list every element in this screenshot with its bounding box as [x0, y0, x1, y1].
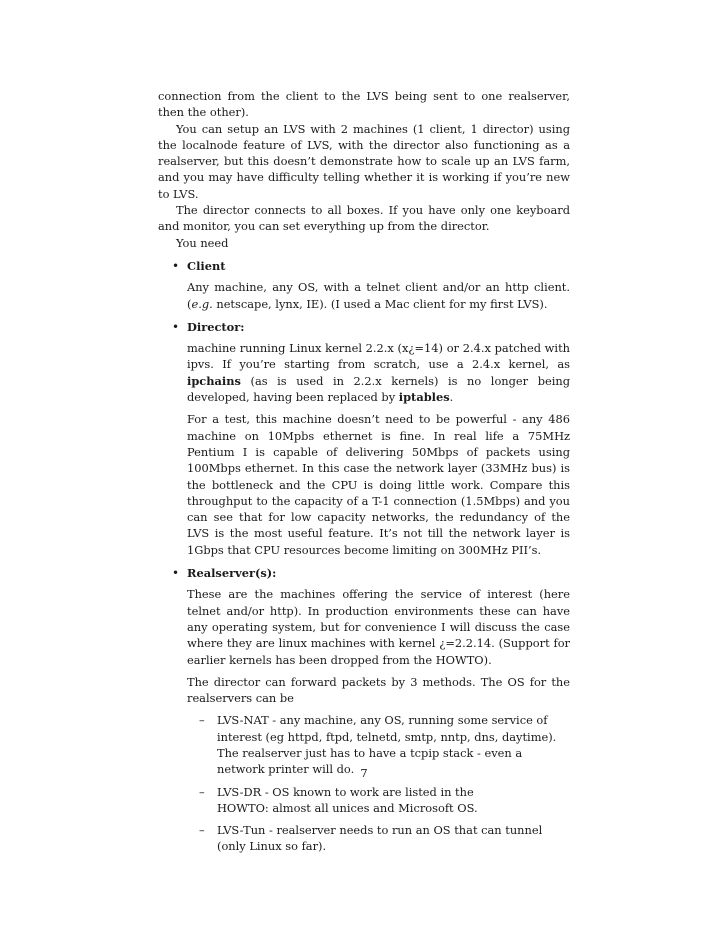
- dash-icon: –: [199, 784, 205, 799]
- item-body-director-kernel: machine running Linux kernel 2.2.x (x¿=14) or 2.4.x patched with ipvs. If you’re starting from scratch, use a 2.4.x kernel, as ipchains (as is used in 2.2.x kernels) is no longer being developed, having been replaced by iptables.: [187, 341, 570, 405]
- paragraph-continuation: connection from the client to the LVS being sent to one realserver, then the other).: [158, 89, 570, 120]
- page-number: 7: [360, 766, 368, 780]
- method-item-dr: – LVS-DR - OS known to work are listed in the HOWTO: almost all unices and Microsoft OS.: [199, 784, 478, 815]
- list-item-director: [158, 319, 570, 558]
- dash-icon: –: [199, 823, 205, 838]
- dash-icon: –: [199, 713, 205, 728]
- item-title-director: Director:: [187, 319, 245, 334]
- method-item-nat: – LVS-NAT - any machine, any OS, running some service of interest (eg httpd, ftpd, telnetd, smtp, nntp, dns, daytime). The realserver just has to have a tcpip stack - even a network printer will do.: [199, 713, 557, 777]
- paragraph-you-need: You need: [176, 235, 229, 250]
- bullet-icon: •: [172, 258, 180, 273]
- list-item-client: [158, 258, 570, 312]
- item-body-client: Any machine, any OS, with a telnet client and/or an http client. (e.g. netscape, lynx, IE). (I used a Mac client for my first LVS).: [187, 280, 570, 311]
- bullet-icon: •: [172, 566, 180, 581]
- method-item-tun: – LVS-Tun - realserver needs to run an OS that can tunnel (only Linux so far).: [199, 823, 543, 854]
- item-body-director-test: For a test, this machine doesn’t need to be powerful - any 486 machine on 10Mpbs ethernet is fine. In real life a 75MHz Pentium I is capable of delivering 50Mbps of packets using 100Mbps ethernet. In this case the network layer (33MHz bus) is the bottleneck and the CPU is doing little work. Compare this throughput to the capacity of a T-1 connection (1.5Mbps) and you can see that for low capacity networks, the redundancy of the LVS is the most useful feature. It’s not till the network layer is 1Gbps that CPU resources become limiting on 300MHz PII’s.: [187, 412, 570, 557]
- document-page: [158, 88, 570, 855]
- item-title-client: Client: [187, 258, 226, 273]
- item-title-realserver: Realserver(s):: [187, 566, 277, 581]
- item-body-realserver-methods: The director can forward packets by 3 methods. The OS for the realservers can be: [187, 674, 570, 706]
- forwarding-methods-list: [187, 712, 570, 854]
- item-body-realserver-machines: These are the machines offering the service of interest (here telnet and/or http). In production environments these can have any operating system, but for convenience I will discuss the case where they are linux machines with kernel ¿=2.2.14. (Support for earlier kernels has been dropped from the HOWTO).: [187, 587, 570, 667]
- paragraph-director-connects: The director connects to all boxes. If you have only one keyboard and monitor, you can set everything up from the director.: [158, 203, 570, 234]
- bullet-icon: •: [172, 319, 180, 334]
- paragraph-localnode: You can setup an LVS with 2 machines (1 client, 1 director) using the localnode feature of LVS, with the director also functioning as a realserver, but this doesn’t demonstrate how to scale up an LVS farm, and you may have difficulty telling whether it is working if you’re new to LVS.: [158, 121, 570, 201]
- list-item-realserver: [158, 565, 570, 855]
